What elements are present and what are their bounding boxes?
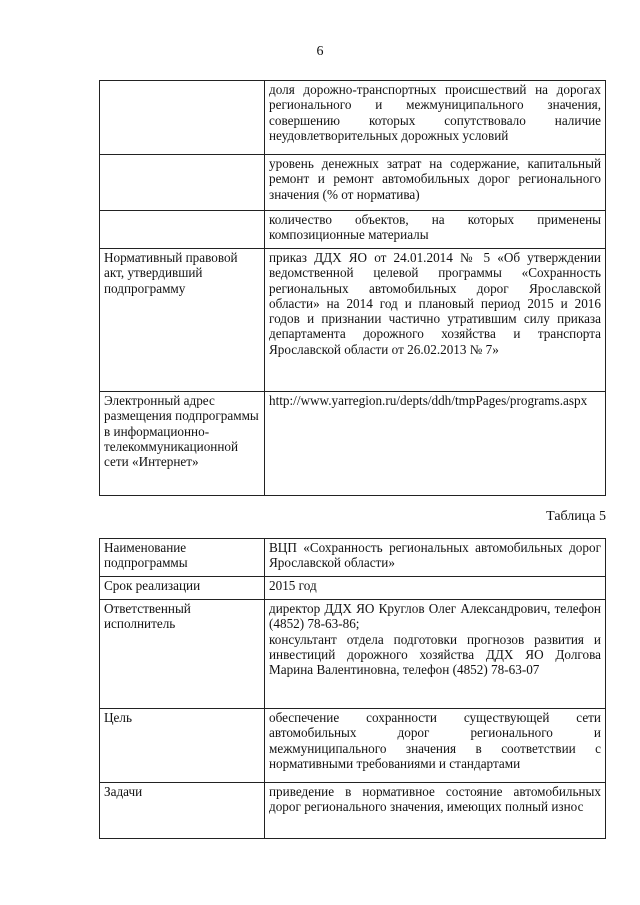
row-value: количество объектов, на которых применены композиционные материалы: [265, 211, 606, 249]
row-label: Наименование подпрограммы: [100, 539, 265, 577]
table-row: [100, 600, 606, 709]
table-caption: Таблица 5: [546, 509, 606, 524]
row-label: Срок реализации: [100, 577, 265, 600]
table-row: [100, 155, 606, 211]
row-value: ВЦП «Сохранность региональных автомобильных дорог Ярославской области»: [265, 539, 606, 577]
row-label: Нормативный правовой акт, утвердивший подпрограмму: [100, 249, 265, 392]
responsible-line: консультант отдела подготовки прогнозов развития и инвестиций дорожного хозяйства ДДХ ЯО Долгова Марина Валентиновна, телефон (4852) 78-63-07: [269, 631, 601, 678]
page-number: 6: [316, 44, 324, 59]
row-value-url: http://www.yarregion.ru/depts/ddh/tmpPages/programs.aspx: [265, 392, 606, 496]
row-value: [265, 600, 606, 709]
table-row: [100, 783, 606, 839]
table-row: [100, 249, 606, 392]
row-value: доля дорожно-транспортных происшествий на дорогах регионального и межмуниципального значения, совершению которых сопутствовало наличие неудовлетворительных дорожных условий: [265, 81, 606, 155]
table-row: [100, 211, 606, 249]
row-value: уровень денежных затрат на содержание, капитальный ремонт и ремонт автомобильных дорог регионального значения (% от норматива): [265, 155, 606, 211]
table-row: [100, 577, 606, 600]
row-label: Цель: [100, 709, 265, 783]
subprogram-passport-table: [99, 538, 606, 839]
row-label: [100, 155, 265, 211]
row-value: приказ ДДХ ЯО от 24.01.2014 № 5 «Об утверждении ведомственной целевой программы «Сохранность региональных автомобильных дорог Ярославской области» на 2014 год и плановый период 2015 и 2016 годов и признании частично утратившим силу приказа департамента дорожного хозяйства и транспорта Ярославской области от 26.02.2013 № 7»: [265, 249, 606, 392]
table-row: [100, 539, 606, 577]
row-label: [100, 81, 265, 155]
row-value: 2015 год: [265, 577, 606, 600]
row-label: Электронный адрес размещения подпрограммы в информационно-телекоммуникационной сети «Интернет»: [100, 392, 265, 496]
table-row: [100, 709, 606, 783]
row-label: Задачи: [100, 783, 265, 839]
table-row: [100, 81, 606, 155]
row-label: [100, 211, 265, 249]
table-row: [100, 392, 606, 496]
responsible-line: директор ДДХ ЯО Круглов Олег Александрович, телефон (4852) 78-63-86;: [269, 601, 601, 632]
row-value: приведение в нормативное состояние автомобильных дорог регионального значения, имеющих полный износ: [265, 783, 606, 839]
row-value: обеспечение сохранности существующей сети автомобильных дорог регионального и межмуниципального значения в соответствии с нормативными требованиями и стандартами: [265, 709, 606, 783]
row-label: Ответственный исполнитель: [100, 600, 265, 709]
subprogram-passport-table-continued: [99, 80, 606, 496]
